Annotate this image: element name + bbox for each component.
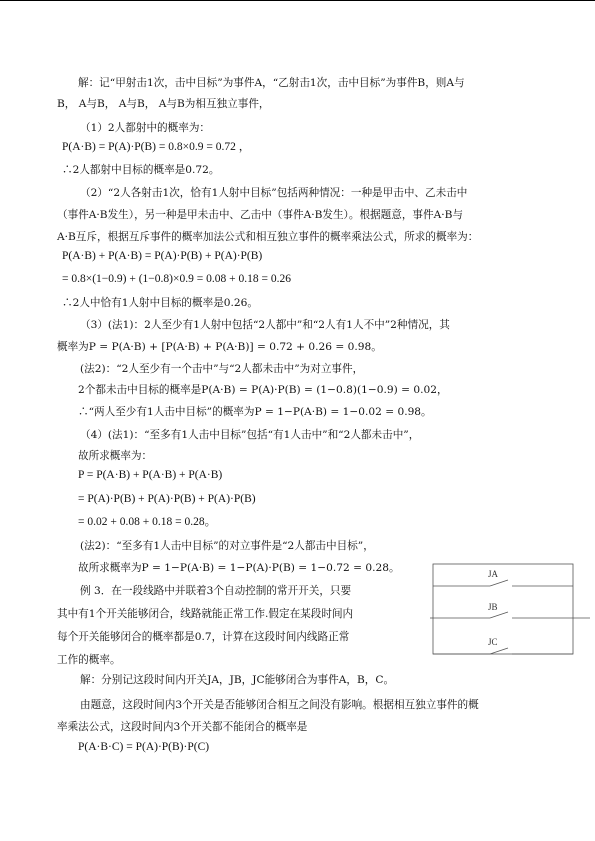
switch-jc — [490, 648, 508, 654]
text-line: ∴“两人至少有1人击中目标”的概率为P = 1−P(A·B) = 1−0.02 = 0.98。 — [78, 406, 432, 418]
text-line: A·B互斥，根据互斥事件的概率加法公式和相互独立事件的概率乘法公式，所求的概率为： — [57, 231, 479, 243]
text-line: 故所求概率为P = 1−P(A·B) = 1−P(A)·P(B) = 1−0.72 = 0.28。 — [78, 562, 400, 574]
text-line: 工作的概率。 — [57, 654, 121, 666]
text-line: （2）“2人各射击1次，恰有1人射中目标”包括两种情况：一种是甲击中、乙未击中 — [80, 187, 468, 199]
text-line: 概率为P = P(A·B) + [P(A·B) + P(A·B)] = 0.72 + 0.26 = 0.98。 — [57, 341, 382, 353]
formula-line: = 0.8×(1−0.9) + (1−0.8)×0.9 = 0.08 + 0.18 = 0.26 — [62, 273, 291, 285]
text-line: 其中有1个开关能够闭合，线路就能正常工作.假定在某段时间内 — [57, 608, 354, 620]
text-line: 故所求概率为： — [78, 450, 153, 462]
text-line: 率乘法公式，这段时间内3个开关都不能闭合的概率是 — [57, 721, 308, 733]
formula-line: P(A·B) = P(A)·P(B) = 0.8×0.9 = 0.72 ， — [62, 141, 251, 153]
formula-line: = P(A)·P(B) + P(A)·P(B) + P(A)·P(B) — [78, 493, 256, 505]
text-line: ∴2人都射中目标的概率是0.72。 — [62, 164, 220, 176]
top-rule — [0, 0, 595, 1]
switch-ja — [490, 580, 508, 586]
text-line: （3）(法1)：2人至少有1人射中包括“2人都中”和“2人有1人不中”2种情况，其 — [80, 319, 450, 331]
text-line: 每个开关能够闭合的概率都是0.7，计算在这段时间内线路正常 — [57, 631, 350, 643]
text-line: （事件A·B发生），另一种是甲未击中、乙击中（事件A·B发生）。根据题意，事件A·B与 — [57, 209, 463, 221]
formula-line: P(A·B·C) = P(A)·P(B)·P(C) — [78, 741, 210, 753]
text-line: (法2)：“至多有1人击中目标”的对立事件是“2人都击中目标”， — [80, 540, 374, 552]
text-line: 2个都未击中目标的概率是P(A·B) = P(A)·P(B) = (1−0.8)(1−0.9) = 0.02， — [78, 384, 448, 396]
text-line: 解：分别记这段时间内开关JA，JB，JC能够闭合为事件A，B，C。 — [80, 674, 395, 686]
text-line: （1）2人都射中的概率为： — [80, 122, 211, 134]
label-ja: JA — [488, 569, 499, 579]
switch-circuit-diagram — [430, 556, 595, 656]
text-line: ∴2人中恰有1人射中目标的概率是0.26。 — [62, 297, 258, 309]
formula-line: P = P(A·B) + P(A·B) + P(A·B) — [78, 469, 223, 481]
formula-line: P(A·B) + P(A·B) = P(A)·P(B) + P(A)·P(B) — [62, 250, 263, 262]
text-line: 解：记“甲射击1次，击中目标”为事件A，“乙射击1次，击中目标”为事件B，则A与 — [78, 77, 465, 89]
formula-line: = 0.02 + 0.08 + 0.18 = 0.28。 — [78, 516, 217, 528]
text-line: （4）(法1)：“至多有1人击中目标”包括“有1人击中”和“2人都未击中”， — [80, 429, 420, 441]
text-line: 由题意，这段时间内3个开关是否能够闭合相互之间没有影响。根据相互独立事件的概 — [80, 699, 479, 711]
text-line: 例 3．在一段线路中并联着3个自动控制的常开开关，只要 — [80, 585, 352, 597]
text-line: (法2)：“2人至少有一个击中”与“2人都未击中”为对立事件， — [80, 363, 364, 375]
label-jc: JC — [488, 637, 498, 647]
switch-jb — [490, 612, 508, 618]
circuit-frame — [433, 564, 573, 654]
text-line: B， A与B， A与B， A与B为相互独立事件， — [57, 98, 270, 110]
label-jb: JB — [488, 602, 498, 612]
